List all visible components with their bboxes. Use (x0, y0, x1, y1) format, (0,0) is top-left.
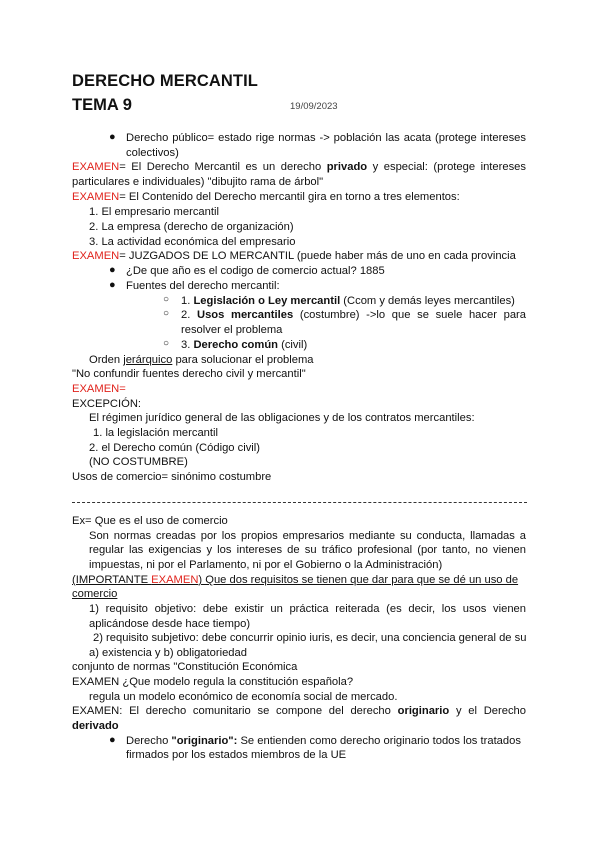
text-line: "No confundir fuentes derecho civil y mercantil" (72, 368, 306, 380)
text-line: firmados por los estados miembros de la UE (126, 749, 347, 761)
text-line: regula un modelo económico de economía social de mercado. (89, 691, 398, 703)
text-line: Derecho público= estado rige normas -> población las acata (protege intereses (126, 132, 526, 144)
text-line: colectivos) (126, 147, 179, 159)
text-line: Derecho "originario": Se entienden como derecho originario todos los tratados (126, 735, 521, 747)
exam-label: EXAMEN (72, 191, 120, 203)
text-line: derivado (72, 720, 119, 732)
text-line: particulares e individuales) "dibujito rama de árbol" (72, 176, 324, 188)
text-line: Ex= Que es el uso de comercio (72, 515, 228, 527)
text-line: Son normas creadas por los propios empresarios mediante su conducta, llamadas a (89, 530, 526, 542)
text-line: comercio (72, 588, 118, 600)
text-line: 1) requisito objetivo: debe existir un práctica reiterada (es decir, los usos vienen (89, 603, 526, 615)
text-line: Orden jerárquico para solucionar el problema (89, 354, 314, 366)
text-line: conjunto de normas "Constitución Económica (72, 661, 298, 673)
text-line: resolver el problema (181, 324, 283, 336)
exam-label: EXAMEN (72, 250, 120, 262)
text-line: ¿De que año es el codigo de comercio actual? 1885 (126, 265, 385, 277)
list-item: 1. la legislación mercantil (93, 427, 218, 439)
list-item: 3. La actividad económica del empresario (89, 236, 296, 248)
text-line: aplicándose desde hace tiempo) (89, 618, 251, 630)
exam-label: EXAMEN (72, 161, 120, 173)
text-line: EXAMEN: El derecho comunitario se compone del derecho originario y el Derecho (72, 705, 527, 717)
text-line: 2. Usos mercantiles (costumbre) ->lo que se suele hacer para (181, 309, 526, 321)
document-subtitle: TEMA 9 (72, 96, 132, 114)
text-line: 3. Derecho común (civil) (181, 339, 308, 351)
text-line: EXAMEN= JUZGADOS DE LO MERCANTIL (puede haber más de uno en cada provincia (72, 250, 516, 262)
exam-label: EXAMEN= (72, 383, 126, 395)
text-line: EXCEPCIÓN: (72, 398, 142, 410)
hollow-bullet-icon: ○ (163, 338, 170, 349)
bullet-icon: ● (109, 734, 116, 746)
document-title: DERECHO MERCANTIL (72, 72, 258, 90)
text-line: Usos de comercio= sinónimo costumbre (72, 471, 272, 483)
list-item: 1. El empresario mercantil (89, 206, 219, 218)
text-line: a) existencia y b) obligatoriedad (89, 647, 247, 659)
list-item: 2. La empresa (derecho de organización) (89, 221, 294, 233)
text-line: Fuentes del derecho mercantil: (126, 280, 280, 292)
text-line: EXAMEN= El Contenido del Derecho mercantil gira en torno a tres elementos: (72, 191, 460, 203)
hollow-bullet-icon: ○ (163, 308, 170, 319)
exam-label: EXAMEN (151, 574, 199, 586)
bullet-icon: ● (109, 279, 116, 291)
text-line: 1. Legislación o Ley mercantil (Ccom y demás leyes mercantiles) (181, 295, 515, 307)
text-line: impuestas, ni por el Parlamento, ni por el Gobierno o la Administración) (89, 559, 443, 571)
document-date: 19/09/2023 (290, 101, 338, 112)
list-item: 2. el Derecho común (Código civil) (89, 442, 260, 454)
text-line: 2) requisito subjetivo: debe concurrir opinio iuris, es decir, una conciencia general de su (93, 632, 527, 644)
bullet-icon: ● (109, 131, 116, 143)
text-line: (IMPORTANTE EXAMEN) Que dos requisitos se tienen que dar para que se dé un uso de (72, 574, 519, 586)
text-line: EXAMEN= El Derecho Mercantil es un derecho privado y especial: (protege intereses (72, 161, 526, 173)
text-line: regular las exigencias y los intereses de su tráfico profesional (por tanto, no vienen (89, 544, 526, 556)
hollow-bullet-icon: ○ (163, 294, 170, 305)
bullet-icon: ● (109, 264, 116, 276)
text-line: El régimen jurídico general de las obligaciones y de los contratos mercantiles: (89, 412, 475, 424)
list-item: (NO COSTUMBRE) (89, 456, 188, 468)
text-line: EXAMEN ¿Que modelo regula la constitución española? (72, 676, 354, 688)
divider (72, 502, 527, 503)
